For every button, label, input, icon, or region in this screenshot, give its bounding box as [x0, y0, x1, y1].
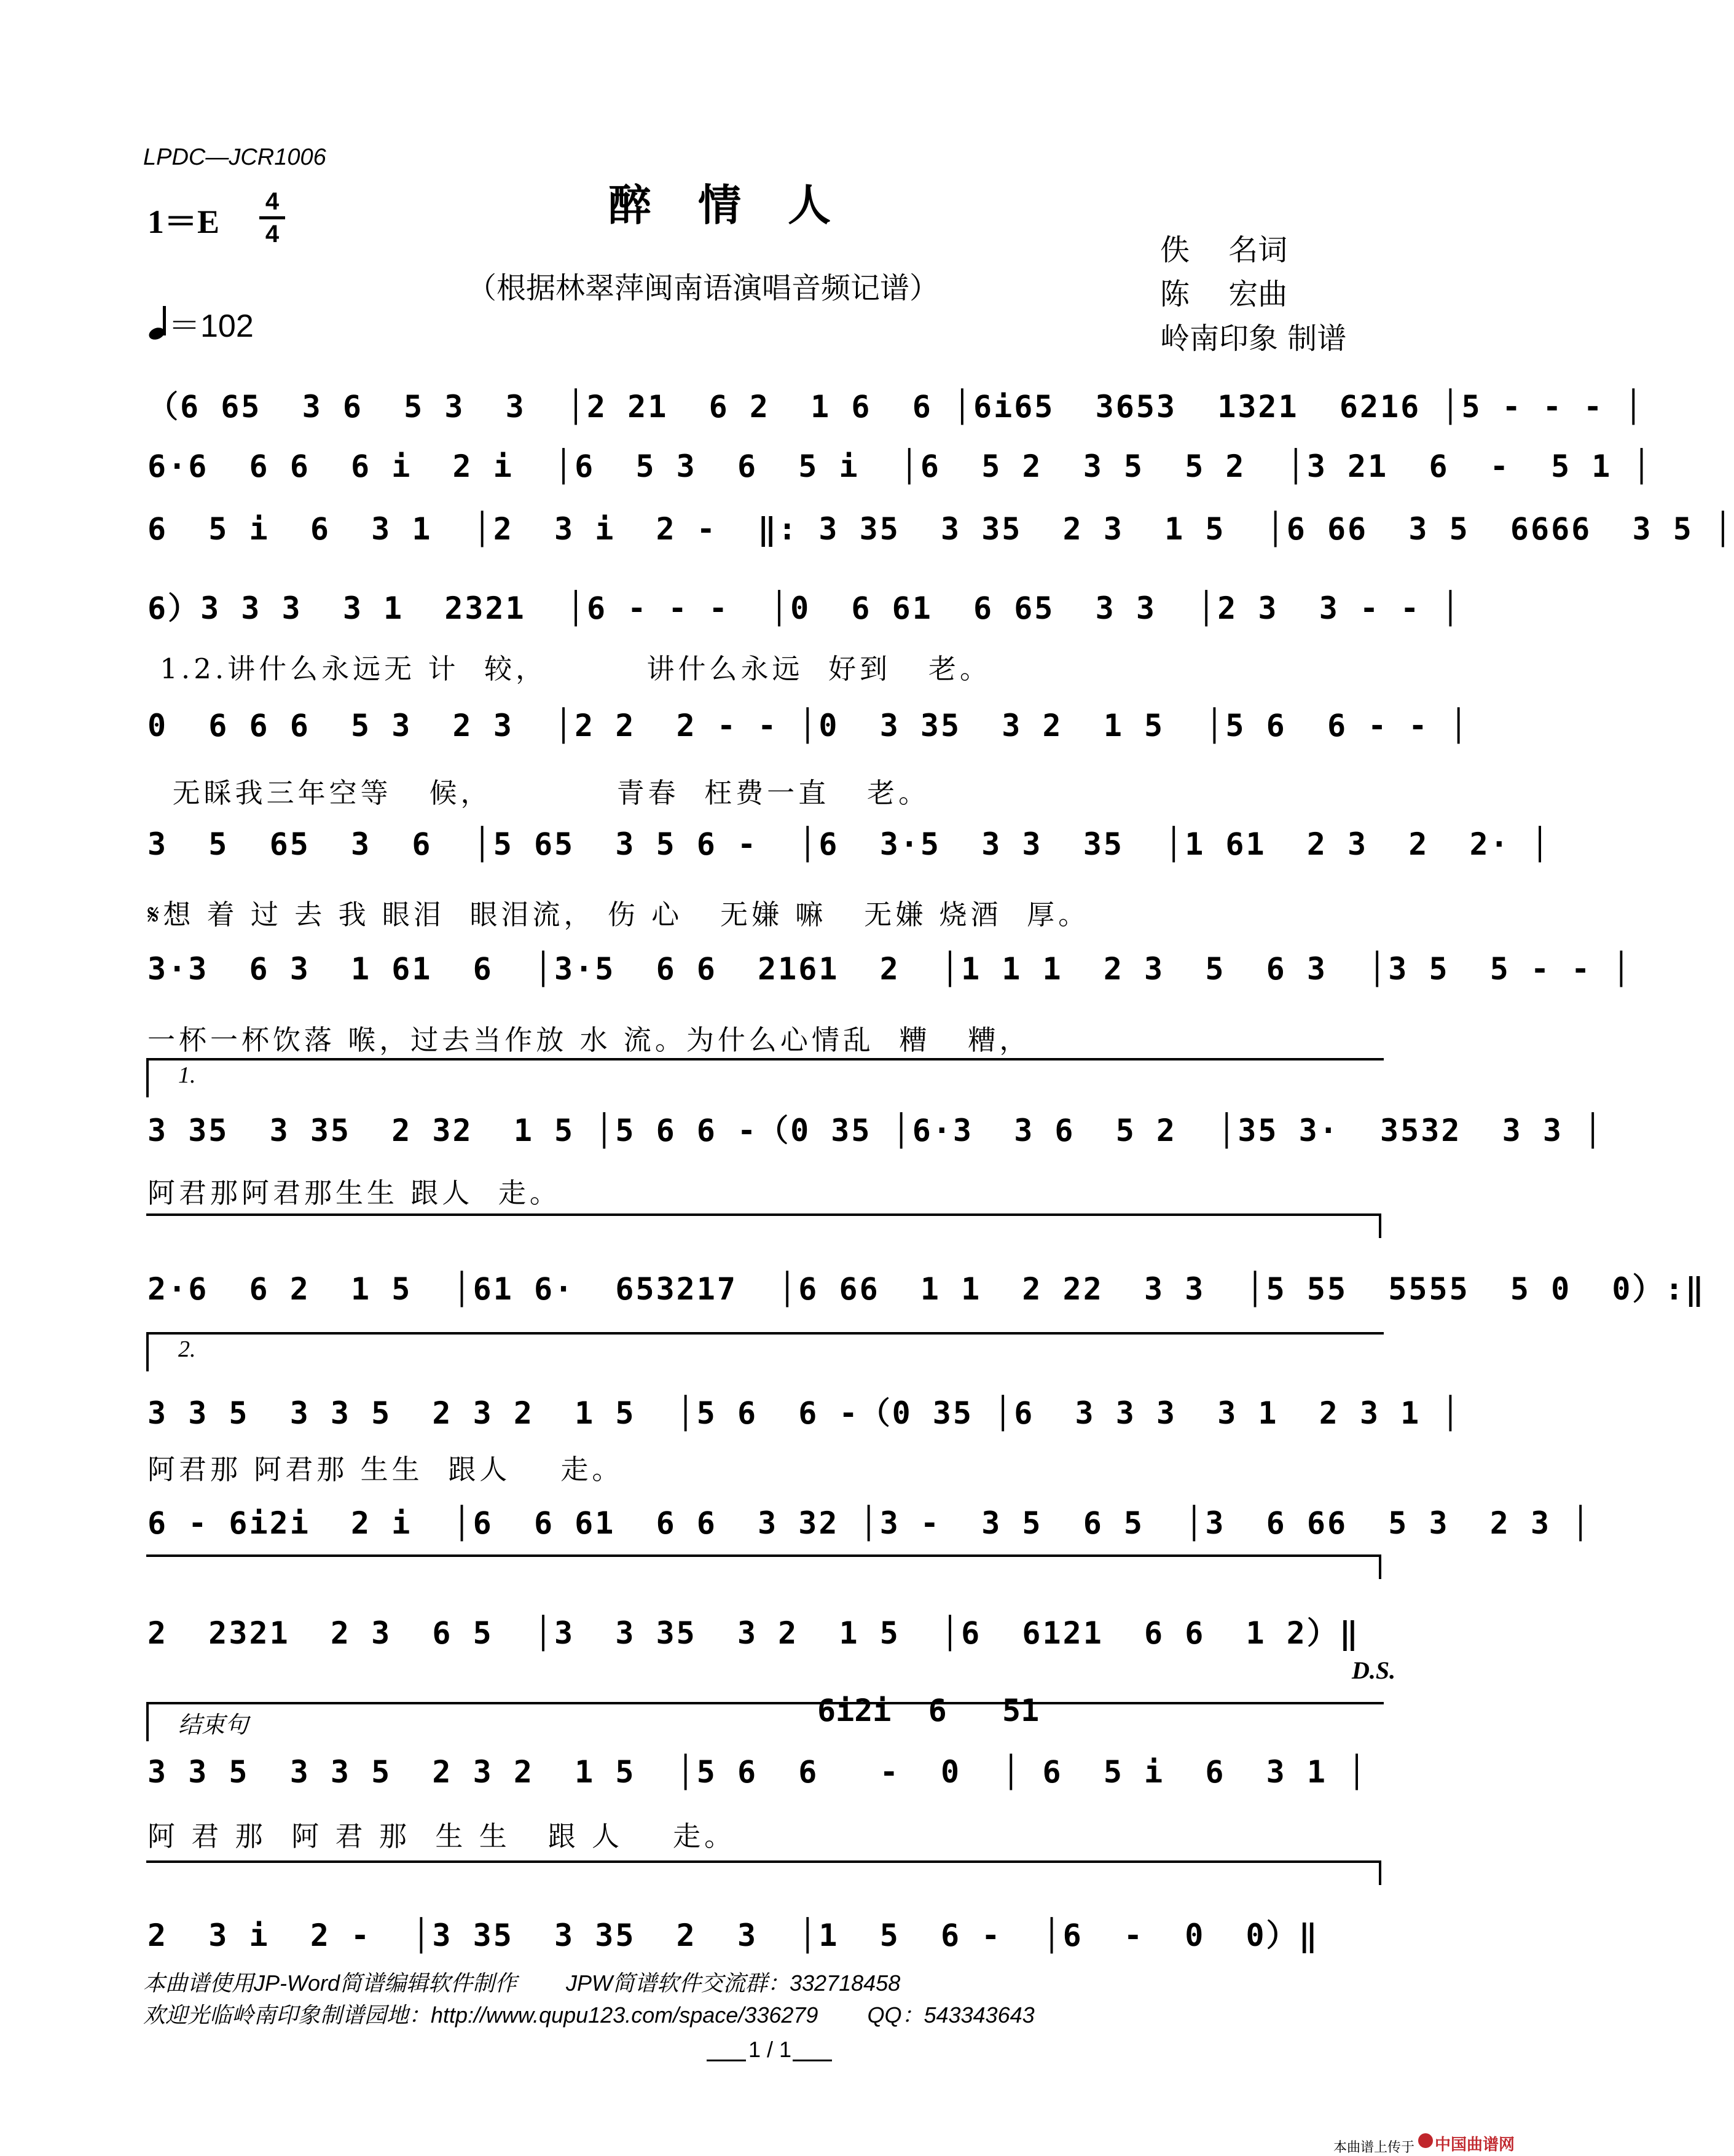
page-number-underline-left	[707, 2060, 746, 2061]
volta-bracket-2	[146, 1332, 1384, 1371]
notation-row-14: 2 3 i 2 - │3 35 3 35 2 3 │1 5 6 - │6 - 0 0）‖	[147, 1918, 1319, 1953]
lyrics-row-7: 一杯一杯饮落 喉，过去当作放 水 流。为什么心情乱 糟 糟，	[147, 1024, 1031, 1056]
watermark-logo-icon	[1418, 2133, 1433, 2148]
notation-row-13: 3 3 5 3 3 5 2 3 2 1 5 │5 6 6 - 0 │ 6 5 i 6 3 1 │	[147, 1754, 1368, 1790]
tempo-marking	[147, 300, 254, 346]
tempo-value: ＝102	[168, 308, 254, 344]
volta-1-end-tick	[1379, 1213, 1381, 1238]
volta-1-bottom-line	[146, 1213, 1381, 1216]
key-signature: 1＝E	[147, 203, 220, 240]
volta-bracket-1	[146, 1058, 1384, 1097]
page-number: 1 / 1	[748, 2037, 792, 2062]
lyrics-row-4: 1.2.讲什么永远无 计 较， 讲什么永远 好到 老。	[147, 653, 992, 685]
credit-composer: 陈 宏曲	[1160, 277, 1288, 312]
ending-label: 结束句	[178, 1712, 249, 1738]
ending-bracket	[146, 1702, 1384, 1741]
volta-label-1: 1.	[178, 1062, 196, 1088]
score-code: LPDC—JCR1006	[143, 144, 326, 170]
notation-row-9: 2·6 6 2 1 5 │61 6· 653217 │6 66 1 1 2 22 3 3 │5 55 5555 5 0 0）:‖	[147, 1271, 1706, 1307]
lyrics-row-13: 阿 君 那 阿 君 那 生 生 跟 人 走。	[147, 1820, 736, 1852]
notation-row-10: 3 3 5 3 3 5 2 3 2 1 5 │5 6 6 -（0 35 │6 3 3 3 3 1 2 3 1 │	[147, 1395, 1462, 1431]
notation-row-11: 6 - 6i2i 2 i │6 6 61 6 6 3 32 │3 - 3 5 6 5 │3 6 66 5 3 2 3 │	[147, 1505, 1592, 1541]
watermark-text: 本曲谱上传于	[1333, 2139, 1415, 2155]
footer-line-2: 欢迎光临岭南印象制谱园地：http://www.qupu123.com/space/336279 QQ：543343643	[143, 2002, 1035, 2028]
notation-row-1: （6 65 3 6 5 3 3 │2 21 6 2 1 6 6 │6i65 3653 1321 6216 │5 - - - │	[147, 389, 1645, 425]
notation-row-8: 3 35 3 35 2 32 1 5 │5 6 6 -（0 35 │6·3 3 6 5 2 │35 3· 3532 3 3 │	[147, 1113, 1604, 1148]
time-signature-top: 4	[265, 188, 280, 215]
footer-line-1: 本曲谱使用JP-Word简谱编辑软件制作 JPW简谱软件交流群：332718458	[143, 1970, 901, 1996]
volta-2-end-tick	[1379, 1554, 1381, 1579]
notation-row-4: 6）3 3 3 3 1 2321 │6 - - - │0 6 61 6 65 3 3 │2 3 3 - - │	[147, 590, 1462, 626]
ending-bottom-line	[146, 1860, 1381, 1863]
notation-row-3: 6 5 i 6 3 1 │2 3 i 2 - ‖: 3 35 3 35 2 3 1 5 │6 66 3 5 6666 3 5 │	[147, 511, 1734, 547]
lyrics-row-5: 无睬我三年空等 候， 青春 枉费一直 老。	[147, 777, 930, 809]
ending-end-tick	[1379, 1860, 1381, 1885]
notation-row-7: 3·3 6 3 1 61 6 │3·5 6 6 2161 2 │1 1 1 2 3 5 6 3 │3 5 5 - - │	[147, 951, 1633, 987]
notation-row-2: 6·6 6 6 6 i 2 i │6 5 3 6 5 i │6 5 2 3 5 5 2 │3 21 6 - 5 1 │	[147, 449, 1653, 484]
song-subtitle: （根据林翠萍闽南语演唱音频记谱）	[467, 271, 940, 305]
lyrics-row-6: 𝄋想 着 过 去 我 眼泪 眼泪流， 伤 心 无嫌 嘛 无嫌 烧酒 厚。	[147, 898, 1090, 931]
quarter-note-icon	[147, 306, 168, 340]
dal-segno-marking: D.S.	[1352, 1656, 1396, 1684]
lyrics-row-10: 阿君那 阿君那 生生 跟人 走。	[147, 1453, 624, 1486]
time-signature-bottom: 4	[265, 221, 280, 248]
ornament-notes: 6i2i 6 51	[817, 1693, 1040, 1728]
watermark-logo[interactable]: 中国曲谱网	[1435, 2135, 1515, 2154]
credit-arranger: 岭南印象 制谱	[1160, 321, 1347, 356]
time-signature	[257, 188, 288, 248]
credit-lyricist: 佚 名词	[1160, 233, 1288, 267]
volta-label-2: 2.	[178, 1336, 196, 1362]
notation-row-5: 0 6 6 6 5 3 2 3 │2 2 2 - - │0 3 35 3 2 1 5 │5 6 6 - - │	[147, 708, 1470, 743]
song-title: 醉情人	[608, 179, 877, 230]
volta-2-bottom-line	[146, 1554, 1381, 1557]
time-signature-divider	[259, 216, 285, 219]
page-number-underline-right	[793, 2060, 832, 2061]
notation-row-6: 3 5 65 3 6 │5 65 3 5 6 - │6 3·5 3 3 35 │1 61 2 3 2 2· │	[147, 826, 1552, 862]
lyrics-row-8: 阿君那阿君那生生 跟人 走。	[147, 1177, 561, 1209]
notation-row-12: 2 2321 2 3 6 5 │3 3 35 3 2 1 5 │6 6121 6 6 1 2）‖	[147, 1615, 1360, 1651]
